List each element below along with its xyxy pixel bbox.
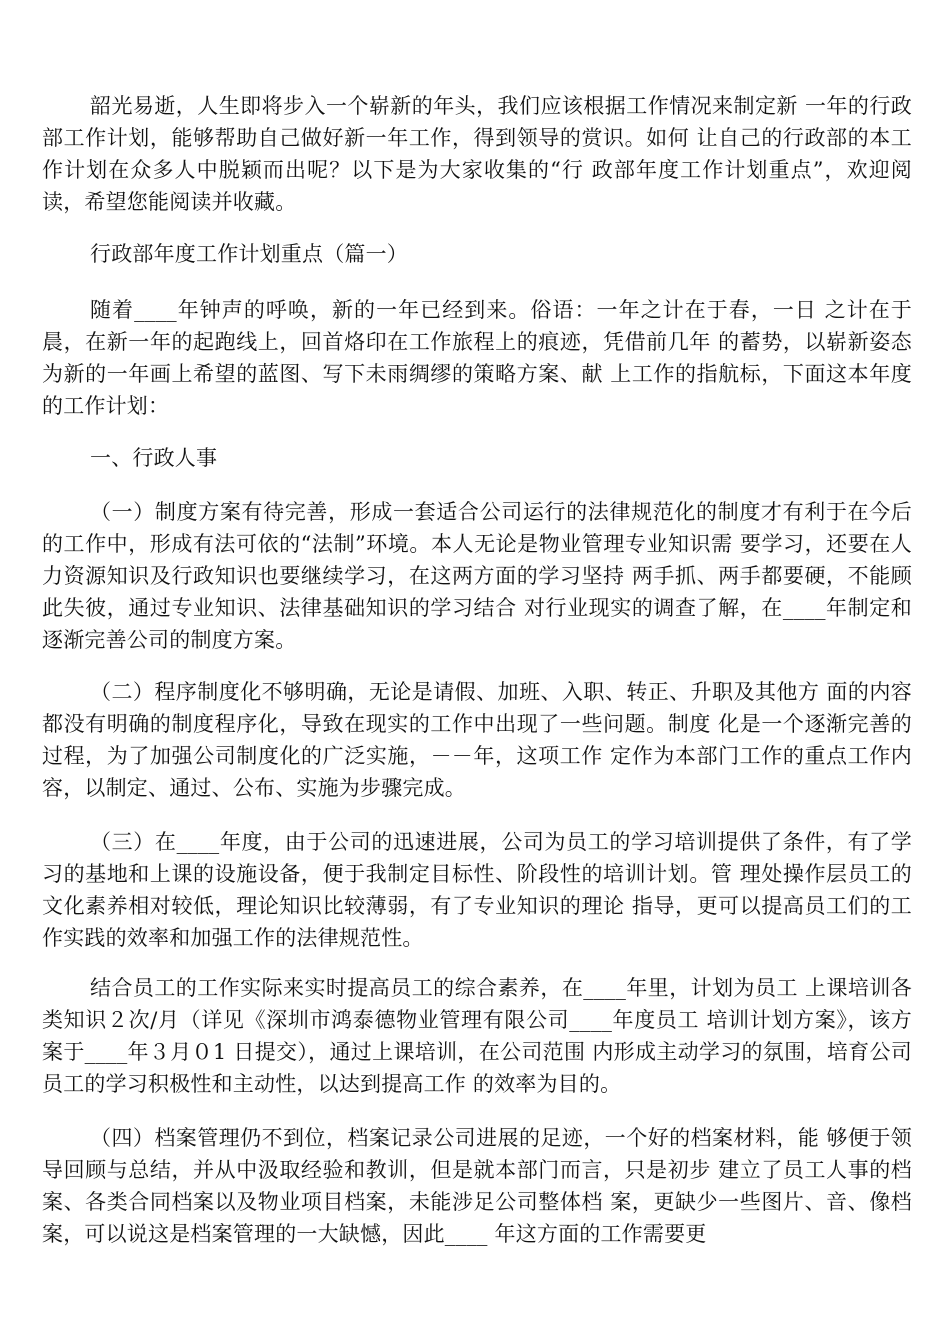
opening-paragraph: 随着____年钟声的呼唤，新的一年已经到来。俗语：一年之计在于春，一日 之计在于晨，在新一年的起跑线上，回首烙印在工作旅程上的痕迹，凭借前几年 的蓄势，以崭新姿态为新的一年画上希望的蓝图、写下未雨绸缪的策略方案、献 上工作的指航标，下面这本年度的工作计划：: [42, 298, 912, 418]
item-1-paragraph: （一）制度方案有待完善，形成一套适合公司运行的法律规范化的制度才有利于在今后的工作中，形成有法可依的“法制”环境。本人无论是物业管理专业知识需 要学习，还要在人力资源知识及行政知识也要继续学习，在这两方面的学习坚持 两手抓、两手都要硬，不能顾此失彼，通过专业知识、法律基础知识的学习结合 对行业现实的调查了解，在____年制定和逐渐完善公司的制度方案。: [42, 500, 912, 652]
heading-administration-personnel: 一、行政人事: [90, 446, 218, 470]
item-3-continuation-paragraph: 结合员工的工作实际来实时提高员工的综合素养，在____年里，计划为员工 上课培训各类知识２次/月（详见《深圳市鸿泰德物业管理有限公司____年度员工 培训计划方案》，该方案于____年３月０1 日提交），通过上课培训，在公司范围 内形成主动学习的氛围，培育公司员工的学习积极性和主动性，以达到提高工作 的效率为目的。: [42, 976, 912, 1096]
section-title: 行政部年度工作计划重点（篇一）: [90, 242, 408, 266]
item-3-paragraph: （三）在____年度，由于公司的迅速进展，公司为员工的学习培训提供了条件，有了学习的基地和上课的设施设备，便于我制定目标性、阶段性的培训计划。管 理处操作层员工的文化素养相对较低，理论知识比较薄弱，有了专业知识的理论 指导，更可以提高员工们的工作实践的效率和加强工作的法律规范性。: [42, 830, 912, 950]
item-2-paragraph: （二）程序制度化不够明确，无论是请假、加班、入职、转正、升职及其他方 面的内容都没有明确的制度程序化，导致在现实的工作中出现了一些问题。制度 化是一个逐渐完善的过程，为了加强公司制度化的广泛实施，－－年，这项工作 定作为本部门工作的重点工作内容，以制定、通过、公布、实施为步骤完成。: [42, 680, 912, 800]
item-4-paragraph: （四）档案管理仍不到位，档案记录公司进展的足迹，一个好的档案材料，能 够便于领导回顾与总结，并从中汲取经验和教训，但是就本部门而言，只是初步 建立了员工人事的档案、各类合同档案以及物业项目档案，未能涉足公司整体档 案，更缺少一些图片、音、像档案，可以说这是档案管理的一大缺憾，因此____ 年这方面的工作需要更: [42, 1126, 912, 1246]
intro-paragraph: 韶光易逝，人生即将步入一个崭新的年头，我们应该根据工作情况来制定新 一年的行政部工作计划，能够帮助自己做好新一年工作，得到领导的赏识。如何 让自己的行政部的本工作计划在众多人中脱颖而出呢？以下是为大家收集的“行 政部年度工作计划重点”，欢迎阅读，希望您能阅读并收藏。: [42, 94, 912, 214]
